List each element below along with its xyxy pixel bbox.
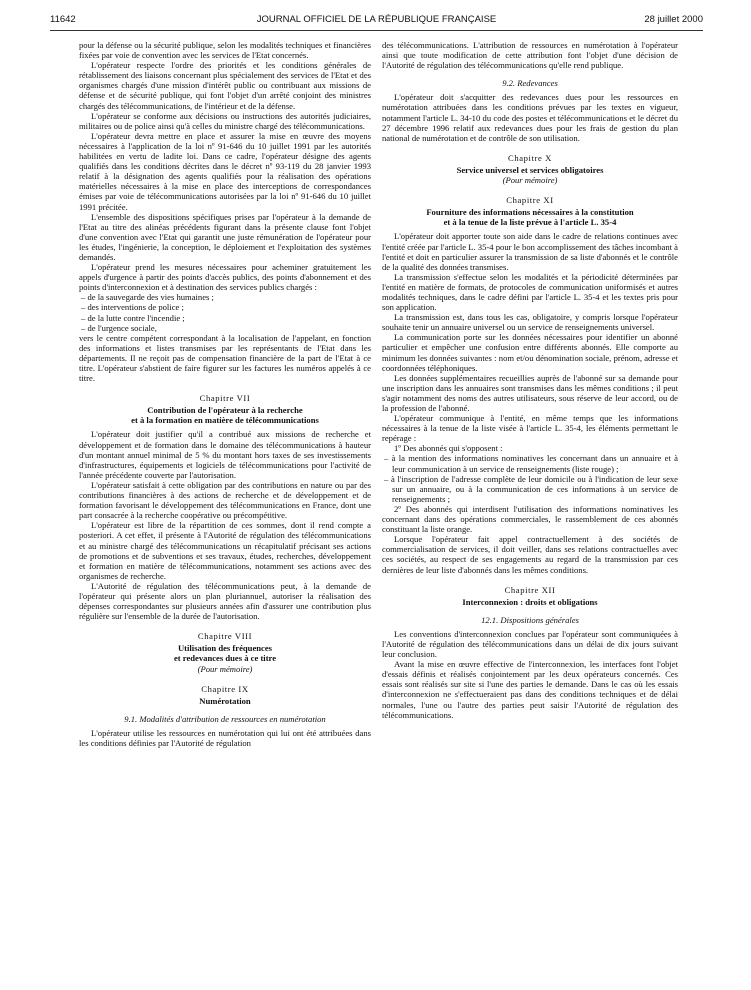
right-column [382,40,678,720]
chapter-heading: Chapitre XII [504,584,556,595]
list-item: – à l'inscription de l'adresse complète de leur domicile ou à l'indication de leur sexe sur un annuaire, ou à la communication de ces informations à un service de renseignements ; [384,473,678,504]
paragraph: L'opérateur communique à l'entité, en même temps que les informations nécessaires à la tenue de la liste visée à l'article L. 35-4, les éléments permettant le repérage : [382,413,678,444]
paragraph: L'opérateur est libre de la répartition de ces sommes, dont il rend compte a posteriori. A cet effet, il présente à l'Autorité de régulation des télécommunications et au ministre chargé des télécommunications un récapitulatif précisant ses actions de promotions et de subventions et ses travaux, études, recherches, développement et formation en matière de télécommunications, notamment ses actions avec des organismes de recherche. [79,520,371,581]
paragraph: L'Autorité de régulation des télécommunications peut, à la demande de l'opérateur qui présente alors un plan pluriannuel, autoriser la réalisation des dépenses correspondantes sur plusieurs années afin d'assurer une contribution plus régulière sur l'ensemble de la durée de l'autorisation. [79,580,371,622]
publication-date: 28 juillet 2000 [644,14,703,25]
paragraph: L'opérateur utilise les ressources en numérotation qui lui ont été attribuées dans les conditions définies par l'Autorité de régulation [79,727,371,748]
paragraph: L'opérateur doit s'acquitter des redevances dues pour les ressources en numérotation attribuées dans les conditions prévues par les textes en vigueur, notamment l'article L. 34-10 du code des postes et télécommunications et le décret du 27 décembre 1996 relatif aux redevances dues pour les frais de gestion du plan national de numérotation et de contrôle de son utilisation. [382,92,678,143]
paragraph: L'opérateur devra mettre en place et assurer la mise en œuvre des moyens nécessaires à l'application de la loi nº 91-646 du 10 juillet 1991 par les autorités habilitées en vertu de ladite loi. Dans ce cadre, l'opérateur désigne des agents qualifiés dans les conditions décrites dans le décret nº 93-119 du 28 janvier 1993 relatif à la désignation des agents qualifiés pour la réalisation des opérations matérielles nécessaires à la mise en place des interceptions de correspondances émises par voie de télécommunications autorisées par la loi nº 91-646 du 10 juillet 1991 précitée. [79,130,371,212]
paragraph: Les données supplémentaires recueillies auprès de l'abonné sur sa demande pour une inscription dans les annuaires sont transmises dans les mêmes conditions ; il peut s'agir notamment des noms des autres utilisateurs, sous réserve de leur accord, ou de la profession de l'abonné. [382,372,678,413]
paragraph: des télécommunications. L'attribution de ressources en numérotation à l'opérateur ainsi que toute modification de cette attribution font l'objet d'une décision de l'Autorité de régulation des télécommunications qu'elle rend publique. [382,40,678,71]
paragraph: L'opérateur doit apporter toute son aide dans le cadre de relations continues avec l'entité créée par l'article L. 35-4 pour le bon accomplissement des tâches incombant à l'entité et doit en particulier assurer la transmission de sa liste d'abonnés et le contrôle de la qualité des données transmises. [382,231,678,272]
paragraph: L'opérateur respecte l'ordre des priorités et les conditions générales de rétablissement des liaisons concernant plus spécialement des services de l'Etat et des organismes chargés d'une mission d'intérêt public ou contribuant aux missions de défense et de sécurité publique, qui font l'objet d'un arrêté conjoint des ministres chargés des télécommunications, de l'intérieur et de la défense. [79,60,371,111]
chapter-title: Interconnexion : droits et obligations [462,596,598,607]
chapter-title: Numérotation [199,695,251,706]
chapter-title: Service universel et services obligatoires [456,164,604,175]
page-header [50,14,703,31]
chapter-note: (Pour mémoire) [197,663,253,674]
paragraph: pour la défense ou la sécurité publique, selon les modalités techniques et financières fixées par voie de convention avec les services de l'Etat concernés. [79,40,371,61]
chapter-title: Utilisation des fréquences [177,643,273,654]
chapter-title: et redevances dues à ce titre [173,653,277,664]
section-heading: 9.1. Modalités d'attribution de ressources en numérotation [124,713,326,724]
chapter-heading: Chapitre XI [506,195,554,206]
paragraph: 2º Des abonnés qui interdisent l'utilisation des informations nominatives les concernant dans des opérations commerciales, le rassemblement de ces abonnés constituant la liste orange. [382,503,678,535]
paragraph: Avant la mise en œuvre effective de l'interconnexion, les interfaces font l'objet d'essais définis et réalisés conjointement par les deux opérateurs concernés. Ces essais sont réalisés sur site si l'une des parties le demande. Dans le cas où les essais d'interconnexion ne s'effectueraient pas dans des conditions techniques et de délai normales, l'une ou l'autre des parties peut saisir l'Autorité de régulation des télécommunications. [382,659,678,720]
section-heading: 12.1. Dispositions générales [481,614,579,625]
paragraph: L'opérateur prend les mesures nécessaires pour acheminer gratuitement les appels d'urgence à partir des points d'accès publics, des points d'abonnement et des points d'interconnexion et à destination des services publics chargés : [79,262,371,293]
chapter-title: Fourniture des informations nécessaires à la constitution [426,207,634,218]
paragraph: vers le centre compétent correspondant à la localisation de l'appelant, en fonction des informations et listes transmises par les représentants de l'Etat dans les départements. Il ne reçoit pas de compensation financière de la part de l'Etat à ce titre. L'opérateur s'abstient de faire figurer sur les factures les numéros appelés à ce titre. [79,332,371,384]
list-item: – de l'urgence sociale, [81,322,157,333]
chapter-heading: Chapitre VIII [197,631,253,642]
emergency-services-list [79,292,371,332]
paragraph: Lorsque l'opérateur fait appel contractuellement à des sociétés de commercialisation de services, il doit veiller, dans ses relations contractuelles avec ces sociétés, au respect de ses engagements au regard de la transmission par ces dernières de leur liste d'abonnés dans les mêmes conditions. [382,534,678,575]
chapter-title: et à la tenue de la liste prévue à l'article L. 35-4 [443,217,617,228]
paragraph: L'ensemble des dispositions spécifiques prises par l'opérateur à la demande de l'Etat au titre des alinéas précédents figurant dans la présente clause font l'objet d'une convention avec l'Etat qui garantit une juste rémunération de l'opérateur pour les études, l'ingénierie, la conception, le déploiement et l'exploitation des systèmes demandés. [79,211,371,262]
chapter-heading: Chapitre VII [199,393,251,404]
list-item: – de la sauvegarde des vies humaines ; [81,292,214,303]
paragraph: L'opérateur doit justifier qu'il a contribué aux missions de recherche et développement et de formation dans le domaine des télécommunications à hauteur d'un montant annuel minimal de 5 % du montant hors taxes de ses investissements d'infrastructures, équipements et logiciels de télécommunications pour l'activité de l'année précédente couverte par l'autorisation. [79,429,371,480]
chapter-title: et à la formation en matière de télécommunications [131,415,319,426]
chapter-heading: Chapitre IX [201,683,249,694]
chapter-note: (Pour mémoire) [502,175,558,186]
journal-title: JOURNAL OFFICIEL DE LA RÉPUBLIQUE FRANÇAISE [256,14,497,25]
opposition-list [382,453,678,503]
page-number: 11642 [50,14,76,25]
chapter-heading: Chapitre X [508,152,552,163]
paragraph: L'opérateur se conforme aux décisions ou instructions des autorités judiciaires, militaires ou de police ainsi qu'à celles du ministre chargé des télécommunications. [79,110,371,131]
paragraph: 1º Des abonnés qui s'opposent : [394,443,503,454]
paragraph: La transmission est, dans tous les cas, obligatoire, y compris lorsque l'opérateur souhaite tenir un annuaire universel ou un service de renseignements universel. [382,312,678,333]
left-column [79,40,371,748]
paragraph: Les conventions d'interconnexion conclues par l'opérateur sont communiquées à l'Autorité de régulation des télécommunications dans un délai de dix jours suivant leur conclusion. [382,628,678,660]
list-item: – de la lutte contre l'incendie ; [81,312,185,323]
list-item: – à la mention des informations nominatives les concernant dans un annuaire et à leur communication à un service de renseignements (liste rouge) ; [384,453,678,474]
paragraph: La communication porte sur les données nécessaires pour identifier un abonné particulier et empêcher une confusion entre différents abonnés. Elle comporte au minimum les données suivantes : nom et/ou dénomination sociale, prénom, adresse et coordonnées téléphoniques. [382,332,678,373]
chapter-title: Contribution de l'opérateur à la recherche [147,405,303,416]
section-heading: 9.2. Redevances [502,78,558,89]
paragraph: L'opérateur satisfait à cette obligation par des contributions en nature ou par des contributions financières à des actions de recherche et de développement et de formation favorisant le développement des télécommunications en France, dont une part consacrée à la recherche coopérative ou précompétitive. [79,479,371,521]
paragraph: La transmission s'effectue selon les modalités et la périodicité déterminées par l'entité en matière de formats, de protocoles de communication uniformisés et autres modalités techniques, dans le cadre défini par l'article L. 35-4 et les textes pris pour son application. [382,271,678,313]
list-item: – des interventions de police ; [81,302,184,313]
